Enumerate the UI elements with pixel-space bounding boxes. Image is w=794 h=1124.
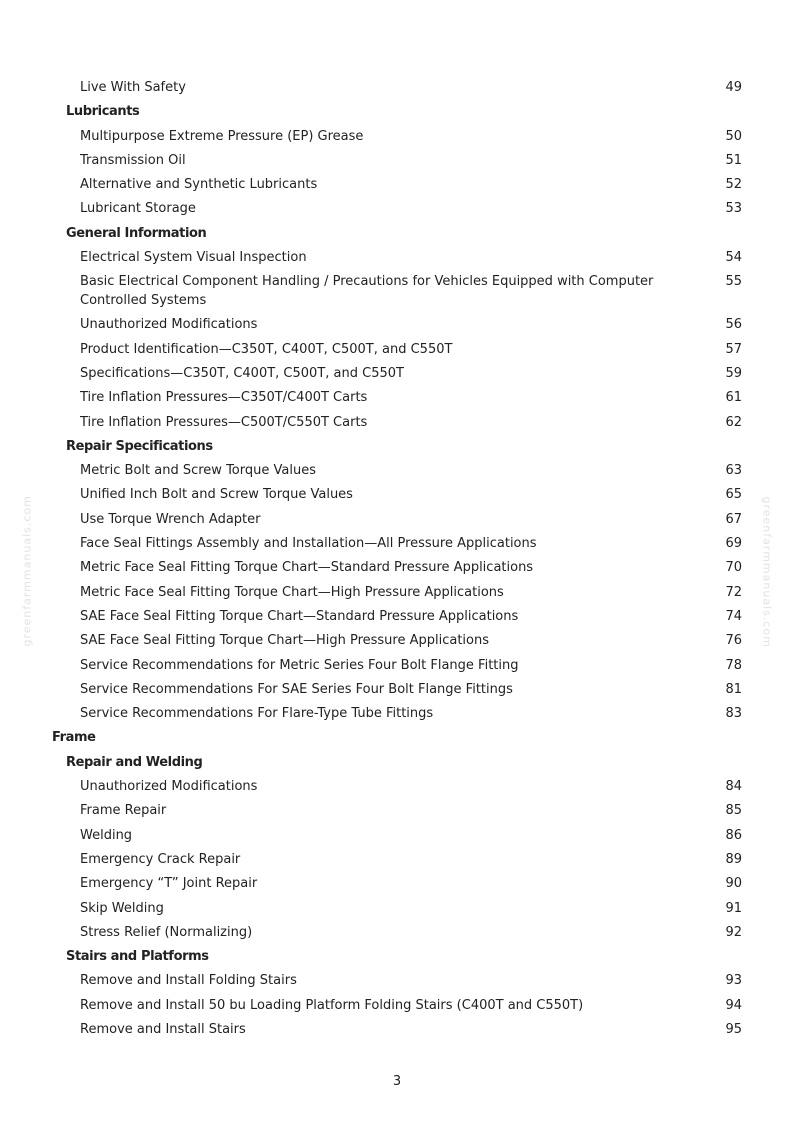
toc-entry-title: Unified Inch Bolt and Screw Torque Values <box>80 487 353 503</box>
toc-entry-title: Transmission Oil <box>80 152 186 168</box>
toc-page-number: 69 <box>725 536 742 552</box>
toc-page-number: 94 <box>725 997 742 1013</box>
toc-page-number: 53 <box>725 201 742 217</box>
toc-page-number: 56 <box>725 317 742 333</box>
toc-entry-row[interactable] <box>0 775 794 799</box>
toc-entry-row[interactable] <box>0 872 794 896</box>
toc-entry-row[interactable] <box>0 581 794 605</box>
toc-entry-title: Electrical System Visual Inspection <box>80 250 307 266</box>
toc-entry-row[interactable] <box>0 605 794 629</box>
toc-entry-row[interactable] <box>0 678 794 702</box>
toc-entry-row[interactable] <box>0 149 794 173</box>
toc-entry-title: Face Seal Fittings Assembly and Installation—All Pressure Applications <box>80 536 537 552</box>
toc-entry-row[interactable] <box>0 532 794 556</box>
toc-page-number: 61 <box>725 390 742 406</box>
toc-page-number: 63 <box>725 463 742 479</box>
toc-page-number: 72 <box>725 584 742 600</box>
toc-page-number: 52 <box>725 177 742 193</box>
toc-entry-row[interactable] <box>0 1018 794 1042</box>
toc-page-number: 49 <box>725 80 742 95</box>
toc-entry-title: Tire Inflation Pressures—C500T/C550T Carts <box>80 414 368 430</box>
toc-entry-title: Lubricant Storage <box>80 201 196 217</box>
toc-section-title: Stairs and Platforms <box>66 949 209 965</box>
toc-entry-title: Emergency “T” Joint Repair <box>80 876 258 892</box>
toc-entry-title: Stress Relief (Normalizing) <box>80 924 253 940</box>
toc-entry-row[interactable] <box>0 76 794 100</box>
toc-entry-row[interactable] <box>0 338 794 362</box>
watermark-left: greenfarmmanuals.com <box>20 495 34 647</box>
toc-entry-title: Metric Bolt and Screw Torque Values <box>80 463 316 479</box>
toc-entry-row[interactable] <box>0 386 794 410</box>
toc-entry-row[interactable] <box>0 702 794 726</box>
toc-entry-title: Remove and Install 50 bu Loading Platform Folding Stairs (C400T and C550T) <box>80 997 584 1013</box>
toc-page-number: 84 <box>725 779 742 795</box>
toc-entry-title: Frame Repair <box>80 803 167 819</box>
toc-page-number: 70 <box>725 560 742 576</box>
toc-chapter-row <box>0 726 794 750</box>
toc-entry-title: Emergency Crack Repair <box>80 851 241 867</box>
toc-section-title: General Information <box>66 225 207 241</box>
toc-page-number: 78 <box>725 657 742 673</box>
toc-entry-row[interactable] <box>0 411 794 435</box>
toc-entry-row[interactable] <box>0 969 794 993</box>
toc-page-number: 57 <box>725 341 742 357</box>
toc-entry-title: Unauthorized Modifications <box>80 317 258 333</box>
toc-entry-title: Live With Safety <box>80 80 186 95</box>
toc-entry-row[interactable] <box>0 125 794 149</box>
toc-entry-title: Alternative and Synthetic Lubricants <box>80 177 318 193</box>
toc-entry-title: Use Torque Wrench Adapter <box>80 511 261 527</box>
toc-page-number: 90 <box>725 876 742 892</box>
toc-entry-row[interactable] <box>0 313 794 337</box>
toc-section-row <box>0 751 794 775</box>
toc-entry-row[interactable] <box>0 799 794 823</box>
toc-entry-title: Product Identification—C350T, C400T, C500T, and C550T <box>80 341 453 357</box>
toc-page-number: 92 <box>725 924 742 940</box>
toc-entry-row[interactable] <box>0 994 794 1018</box>
toc-entry-title: Skip Welding <box>80 900 164 916</box>
toc-entry-row[interactable] <box>0 362 794 386</box>
toc-page-number: 65 <box>725 487 742 503</box>
toc-entry-row[interactable] <box>0 654 794 678</box>
toc-page-number: 55 <box>725 274 742 290</box>
toc-entry-row[interactable] <box>0 556 794 580</box>
toc-entry-title: Multipurpose Extreme Pressure (EP) Grease <box>80 128 364 144</box>
toc-entry-row[interactable] <box>0 848 794 872</box>
toc-page-number: 86 <box>725 827 742 843</box>
toc-entry-row[interactable] <box>0 629 794 653</box>
page-number: 3 <box>392 1074 402 1089</box>
toc-entry-title: SAE Face Seal Fitting Torque Chart—High Pressure Applications <box>80 633 490 649</box>
toc-section-row <box>0 945 794 969</box>
toc-entry-row[interactable] <box>0 173 794 197</box>
toc-entry-title: Specifications—C350T, C400T, C500T, and C550T <box>80 365 404 381</box>
toc-entry-title: Service Recommendations For SAE Series Four Bolt Flange Fittings <box>80 681 513 697</box>
toc-entry-row[interactable] <box>0 824 794 848</box>
toc-entry-title: Service Recommendations for Metric Series Four Bolt Flange Fitting <box>80 657 519 673</box>
toc-page-number: 95 <box>725 1021 742 1037</box>
toc-entry-row[interactable] <box>0 459 794 483</box>
toc-entry-row[interactable] <box>0 897 794 921</box>
toc-page-number: 91 <box>725 900 742 916</box>
toc-entry-title: Basic Electrical Component Handling / Precautions for Vehicles Equipped with Computer Controlled Systems <box>80 274 654 309</box>
toc-entry-row[interactable] <box>0 921 794 945</box>
toc-page-number: 76 <box>725 633 742 649</box>
toc-entry-title: Remove and Install Folding Stairs <box>80 973 297 989</box>
toc-entry-title: Remove and Install Stairs <box>80 1021 246 1037</box>
toc-page-number: 67 <box>725 511 742 527</box>
toc-section-row <box>0 435 794 459</box>
toc-section-title: Repair and Welding <box>66 754 203 770</box>
toc-entry-title: Metric Face Seal Fitting Torque Chart—Standard Pressure Applications <box>80 560 534 576</box>
toc-entry-row[interactable] <box>0 508 794 532</box>
toc-page-number: 54 <box>725 250 742 266</box>
toc-page-number: 83 <box>725 706 742 722</box>
toc-entry-row[interactable] <box>0 270 794 313</box>
toc-page-number: 74 <box>725 608 742 624</box>
toc-section-row <box>0 222 794 246</box>
toc-page-number: 81 <box>725 681 742 697</box>
toc-entry-title: Service Recommendations For Flare-Type Tube Fittings <box>80 706 434 722</box>
toc-page-number: 93 <box>725 973 742 989</box>
toc-section-row <box>0 100 794 124</box>
toc-page-number: 89 <box>725 851 742 867</box>
watermark-right: greenfarmmanuals.com <box>760 496 774 648</box>
toc-page-number: 50 <box>725 128 742 144</box>
toc-entry-title: Metric Face Seal Fitting Torque Chart—High Pressure Applications <box>80 584 504 600</box>
toc-page-number: 62 <box>725 414 742 430</box>
table-of-contents <box>0 76 794 1042</box>
toc-entry-row[interactable] <box>0 483 794 507</box>
toc-entry-row[interactable] <box>0 246 794 270</box>
toc-section-title: Repair Specifications <box>66 438 213 454</box>
toc-page-number: 51 <box>725 152 742 168</box>
toc-chapter-title: Frame <box>52 730 96 746</box>
toc-page-number: 85 <box>725 803 742 819</box>
toc-page-number: 59 <box>725 365 742 381</box>
toc-entry-row[interactable] <box>0 197 794 221</box>
toc-entry-title: SAE Face Seal Fitting Torque Chart—Standard Pressure Applications <box>80 608 519 624</box>
toc-section-title: Lubricants <box>66 104 140 120</box>
toc-entry-title: Unauthorized Modifications <box>80 779 258 795</box>
toc-entry-title: Welding <box>80 827 133 843</box>
toc-entry-title: Tire Inflation Pressures—C350T/C400T Carts <box>80 390 368 406</box>
